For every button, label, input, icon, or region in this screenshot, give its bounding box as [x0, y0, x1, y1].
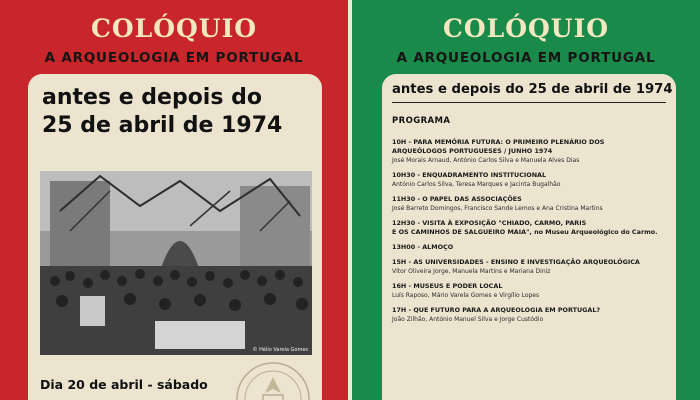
- program-item: [392, 195, 672, 213]
- archive-photo: [40, 171, 312, 355]
- program-item: [392, 258, 672, 276]
- photo-credit: © Hélio Varela Gomes: [252, 347, 308, 353]
- program-headline: antes e depois do 25 de abril de 1974: [392, 82, 673, 97]
- program-item-title-cont: ARQUEÓLOGOS PORTUGUESES / JUNHO 1974: [392, 147, 553, 155]
- program-item: [392, 243, 672, 252]
- poster-paper-panel: [28, 74, 322, 400]
- left-poster: [0, 0, 348, 400]
- poster-headline: [42, 84, 312, 140]
- program-item-title-cont: E OS CAMINHOS DE SALGUEIRO MAIA", no Museu Arqueológico do Carmo.: [392, 228, 658, 236]
- poster-title: COLÓQUIO: [442, 14, 610, 43]
- program-item-speakers: João Zilhão, António Manuel Silva e Jorge Custódio: [392, 316, 544, 323]
- program-item-title: 15H - AS UNIVERSIDADES - ENSINO E INVESTIGAÇÃO ARQUEOLÓGICA: [392, 258, 640, 266]
- program-item: [392, 219, 672, 237]
- program-item: [392, 138, 672, 165]
- event-date: Dia 20 de abril - sábado: [40, 377, 208, 392]
- program-item-title: 13H00 - ALMOÇO: [392, 243, 454, 251]
- poster-title: COLÓQUIO: [90, 14, 258, 43]
- program-item-speakers: Vítor Oliveira Jorge, Manuela Martins e Mariana Diniz: [392, 268, 551, 275]
- crowd-photo-illustration: [40, 171, 312, 355]
- headline-line-2: 25 de abril de 1974: [42, 113, 283, 138]
- program-item-title: 10H30 - ENQUADRAMENTO INSTITUCIONAL: [392, 171, 547, 179]
- program-item: [392, 306, 672, 324]
- headline-line-1: antes e depois do: [42, 85, 262, 110]
- right-poster: [352, 0, 700, 400]
- program-item-speakers: António Carlos Silva, Teresa Marques e Jacinta Bugalhão: [392, 181, 561, 188]
- program-item-speakers: Luís Raposo, Mário Varela Gomes e Virgílio Lopes: [392, 292, 540, 299]
- program-item-title: 11H30 - O PAPEL DAS ASSOCIAÇÕES: [392, 195, 522, 203]
- emblem-seal-icon: [233, 359, 313, 400]
- program-item-title: 10H - PARA MEMÓRIA FUTURA: O PRIMEIRO PLENÁRIO DOS: [392, 138, 605, 146]
- program-item-title: 16H - MUSEUS E PODER LOCAL: [392, 282, 503, 290]
- program-item-title: 12H30 - VISITA À EXPOSIÇÃO "CHIADO, CARMO, PARIS: [392, 219, 587, 227]
- headline-rule: [392, 102, 666, 103]
- program-list: [392, 138, 672, 330]
- program-item-title: 17H - QUE FUTURO PARA A ARQUEOLOGIA EM PORTUGAL?: [392, 306, 601, 314]
- program-label: PROGRAMA: [392, 116, 451, 126]
- poster-subtitle: A ARQUEOLOGIA EM PORTUGAL: [44, 50, 304, 66]
- poster-subtitle: A ARQUEOLOGIA EM PORTUGAL: [396, 50, 656, 66]
- program-item-speakers: José Barreto Domingos, Francisco Sande Lemos e Ana Cristina Martins: [392, 205, 603, 212]
- program-item-speakers: José Morais Arnaud, António Carlos Silva e Manuela Alves Dias: [392, 157, 580, 164]
- program-item: [392, 171, 672, 189]
- program-paper-panel: [382, 74, 676, 400]
- program-item: [392, 282, 672, 300]
